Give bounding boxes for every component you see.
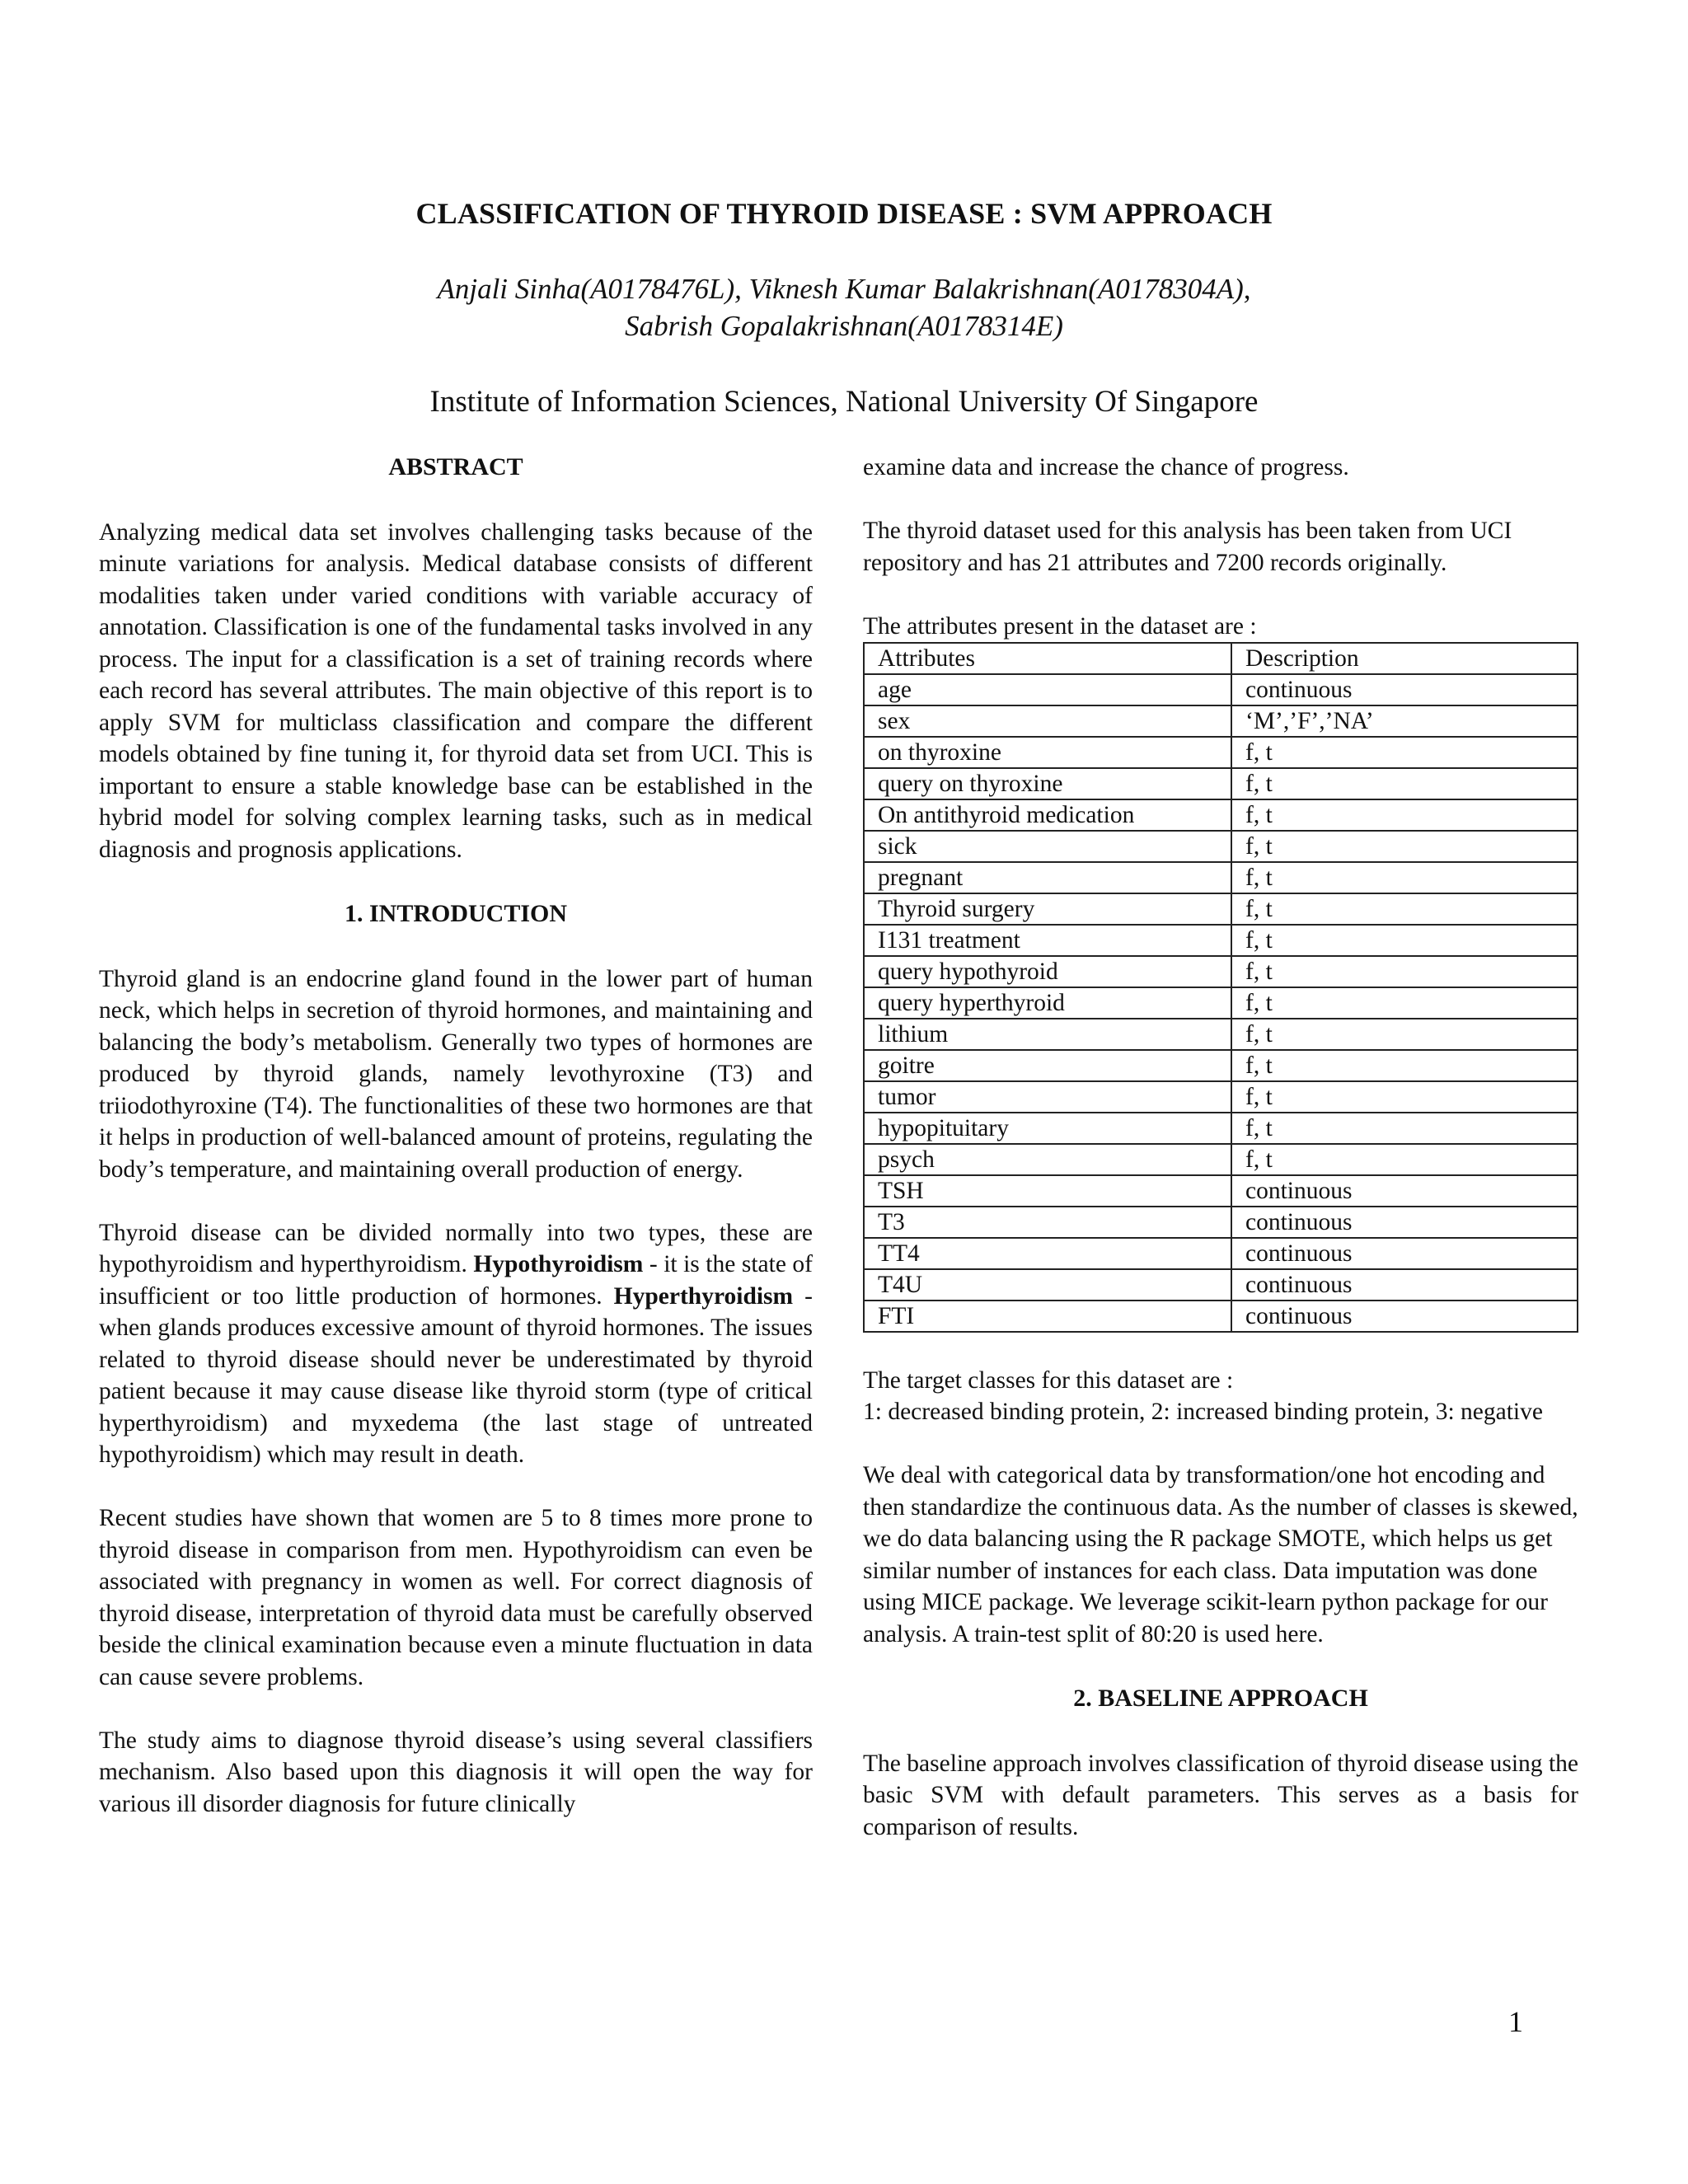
table-row bbox=[864, 1144, 1578, 1175]
table-row bbox=[864, 705, 1578, 737]
table-row bbox=[864, 987, 1578, 1019]
intro-paragraph-1: Thyroid gland is an endocrine gland found in the lower part of human neck, which helps in secretion of thyroid hormones, and maintaining and balancing the body’s metabolism. Generally two types of hormones are produced by thyroid glands, namely levothyroxine (T3) and triiodothyroxine (T4). The functionalities of these two hormones are that it helps in production of well-balanced amount of proteins, regulating the body’s temperature, and maintaining overall production of energy. bbox=[99, 965, 813, 1183]
table-row bbox=[864, 1081, 1578, 1113]
attribute-description-cell: f, t bbox=[1231, 1113, 1578, 1144]
attribute-description-cell: f, t bbox=[1231, 925, 1578, 956]
attribute-description-cell: f, t bbox=[1231, 799, 1578, 831]
affiliation: Institute of Information Sciences, National University Of Singapore bbox=[429, 385, 1259, 419]
attribute-name-cell: FTI bbox=[864, 1301, 1231, 1332]
attribute-name-cell: TSH bbox=[864, 1175, 1231, 1207]
baseline-paragraph: The baseline approach involves classification of thyroid disease using the basic SVM with default parameters. This serves as a basis for comparison of results. bbox=[863, 1750, 1578, 1840]
attribute-name-cell: psych bbox=[864, 1144, 1231, 1175]
attribute-name-cell: sex bbox=[864, 705, 1231, 737]
table-row bbox=[864, 768, 1578, 799]
target-classes-intro: The target classes for this dataset are : bbox=[863, 1366, 1234, 1394]
table-row bbox=[864, 1019, 1578, 1050]
table-row bbox=[864, 862, 1578, 893]
attribute-name-cell: T4U bbox=[864, 1269, 1231, 1301]
intro-paragraph-4-continued: examine data and increase the chance of progress. bbox=[863, 454, 1349, 480]
attribute-name-cell: on thyroxine bbox=[864, 737, 1231, 768]
attribute-description-cell: f, t bbox=[1231, 893, 1578, 925]
attributes-table-body bbox=[864, 674, 1578, 1332]
attribute-name-cell: Thyroid surgery bbox=[864, 893, 1231, 925]
table-row bbox=[864, 925, 1578, 956]
attribute-name-cell: goitre bbox=[864, 1050, 1231, 1081]
attribute-description-cell: f, t bbox=[1231, 862, 1578, 893]
term-hyperthyroidism: Hyperthyroidism bbox=[613, 1282, 794, 1310]
left-column bbox=[99, 452, 813, 1820]
table-row bbox=[864, 799, 1578, 831]
attribute-name-cell: I131 treatment bbox=[864, 925, 1231, 956]
authors-line-1: Anjali Sinha(A0178476L), Viknesh Kumar Balakrishnan(A0178304A), bbox=[437, 273, 1251, 305]
attribute-name-cell: age bbox=[864, 674, 1231, 705]
attribute-name-cell: hypopituitary bbox=[864, 1113, 1231, 1144]
target-classes-list: 1: decreased binding protein, 2: increased binding protein, 3: negative bbox=[863, 1399, 1543, 1425]
baseline-heading: 2. BASELINE APPROACH bbox=[1073, 1685, 1368, 1712]
intro-paragraph-2 bbox=[99, 1217, 813, 1471]
attribute-description-cell: continuous bbox=[1231, 1175, 1578, 1207]
intro-paragraph-3: Recent studies have shown that women are 5 to 8 times more prone to thyroid disease in comparison from men. Hypothyroidism can even be associated with pregnancy in women as well. For correct diagnosis of thyroid disease, interpretation of thyroid data must be carefully observed beside the clinical examination because even a minute fluctuation in data can cause severe problems. bbox=[99, 1505, 813, 1690]
attributes-intro: The attributes present in the dataset are : bbox=[863, 612, 1257, 640]
attribute-name-cell: query on thyroxine bbox=[864, 768, 1231, 799]
right-column bbox=[863, 452, 1578, 1843]
intro-p2-text-b: - it is the state of insufficient or too little production of hormones. bbox=[99, 1251, 813, 1310]
attribute-name-cell: sick bbox=[864, 831, 1231, 862]
attribute-description-cell: f, t bbox=[1231, 956, 1578, 987]
attribute-description-cell: continuous bbox=[1231, 1301, 1578, 1332]
table-row bbox=[864, 831, 1578, 862]
attribute-description-cell: ‘M’,’F’,’NA’ bbox=[1231, 705, 1578, 737]
attribute-name-cell: On antithyroid medication bbox=[864, 799, 1231, 831]
attribute-name-cell: T3 bbox=[864, 1207, 1231, 1238]
table-row bbox=[864, 1175, 1578, 1207]
attribute-description-cell: f, t bbox=[1231, 1050, 1578, 1081]
table-header-attributes: Attributes bbox=[864, 643, 1231, 674]
table-row bbox=[864, 893, 1578, 925]
attribute-description-cell: f, t bbox=[1231, 987, 1578, 1019]
attribute-description-cell: continuous bbox=[1231, 1238, 1578, 1269]
attribute-description-cell: f, t bbox=[1231, 768, 1578, 799]
attribute-name-cell: pregnant bbox=[864, 862, 1231, 893]
table-header-description: Description bbox=[1231, 643, 1578, 674]
attribute-description-cell: f, t bbox=[1231, 1144, 1578, 1175]
attribute-description-cell: continuous bbox=[1231, 674, 1578, 705]
table-row bbox=[864, 1301, 1578, 1332]
intro-paragraph-4: The study aims to diagnose thyroid disease’s using several classifiers mechanism. Also based upon this diagnosis it will open the way for various ill disorder diagnosis for future clinically bbox=[99, 1727, 813, 1817]
attribute-description-cell: continuous bbox=[1231, 1207, 1578, 1238]
attribute-name-cell: tumor bbox=[864, 1081, 1231, 1113]
table-row bbox=[864, 1050, 1578, 1081]
author-list bbox=[0, 270, 1688, 344]
preprocessing-paragraph: We deal with categorical data by transformation/one hot encoding and then standardize the continuous data. As the number of classes is skewed, we do data balancing using the R package SMOTE, which helps us get similar number of instances for each class. Data imputation was done using MICE package. We leverage scikit-learn python package for our analysis. A train-test split of 80:20 is used here. bbox=[863, 1462, 1578, 1647]
attributes-table bbox=[863, 642, 1578, 1333]
table-row bbox=[864, 1113, 1578, 1144]
abstract-heading: ABSTRACT bbox=[388, 453, 523, 480]
attribute-description-cell: f, t bbox=[1231, 831, 1578, 862]
table-row bbox=[864, 1207, 1578, 1238]
attribute-name-cell: lithium bbox=[864, 1019, 1231, 1050]
term-hypothyroidism: Hypothyroidism bbox=[473, 1251, 644, 1277]
page-number: 1 bbox=[1508, 2005, 1523, 2038]
table-header-row bbox=[864, 643, 1578, 674]
abstract-text: Analyzing medical data set involves challenging tasks because of the minute variations for analysis. Medical database consists of different modalities taken under varied conditions with variable accuracy of annotation. Classification is one of the fundamental tasks involved in any process. The input for a classification is a set of training records where each record has several attributes. The main objective of this report is to apply SVM for multiclass classification and compare the different models obtained by fine tuning it, for thyroid data set from UCI. This is important to ensure a stable knowledge base can be established in the hybrid model for solving complex learning tasks, such as in medical diagnosis and prognosis applications. bbox=[99, 518, 813, 863]
intro-paragraph-5: The thyroid dataset used for this analysis has been taken from UCI repository and has 21 attributes and 7200 records originally. bbox=[863, 518, 1512, 576]
table-row bbox=[864, 737, 1578, 768]
table-row bbox=[864, 956, 1578, 987]
table-row bbox=[864, 1269, 1578, 1301]
paper-title: CLASSIFICATION OF THYROID DISEASE : SVM APPROACH bbox=[415, 197, 1273, 230]
authors-line-2: Sabrish Gopalakrishnan(A0178314E) bbox=[625, 310, 1063, 342]
table-row bbox=[864, 1238, 1578, 1269]
intro-p2-text-a: Thyroid disease can be divided normally into two types, these are hypothyroidism and hyperthyroidism. bbox=[99, 1219, 813, 1277]
introduction-heading: 1. INTRODUCTION bbox=[344, 900, 568, 927]
attribute-description-cell: f, t bbox=[1231, 737, 1578, 768]
attribute-description-cell: f, t bbox=[1231, 1081, 1578, 1113]
attribute-description-cell: f, t bbox=[1231, 1019, 1578, 1050]
attribute-name-cell: query hypothyroid bbox=[864, 956, 1231, 987]
attribute-name-cell: query hyperthyroid bbox=[864, 987, 1231, 1019]
table-row bbox=[864, 674, 1578, 705]
intro-p2-text-c: - when glands produces excessive amount of thyroid hormones. The issues related to thyroid disease should never be underestimated by thyroid patient because it may cause disease like thyroid storm (type of critical hyperthyroidism) and myxedema (the last stage of untreated hypothyroidism) which may result in death. bbox=[99, 1282, 813, 1468]
attribute-name-cell: TT4 bbox=[864, 1238, 1231, 1269]
attribute-description-cell: continuous bbox=[1231, 1269, 1578, 1301]
